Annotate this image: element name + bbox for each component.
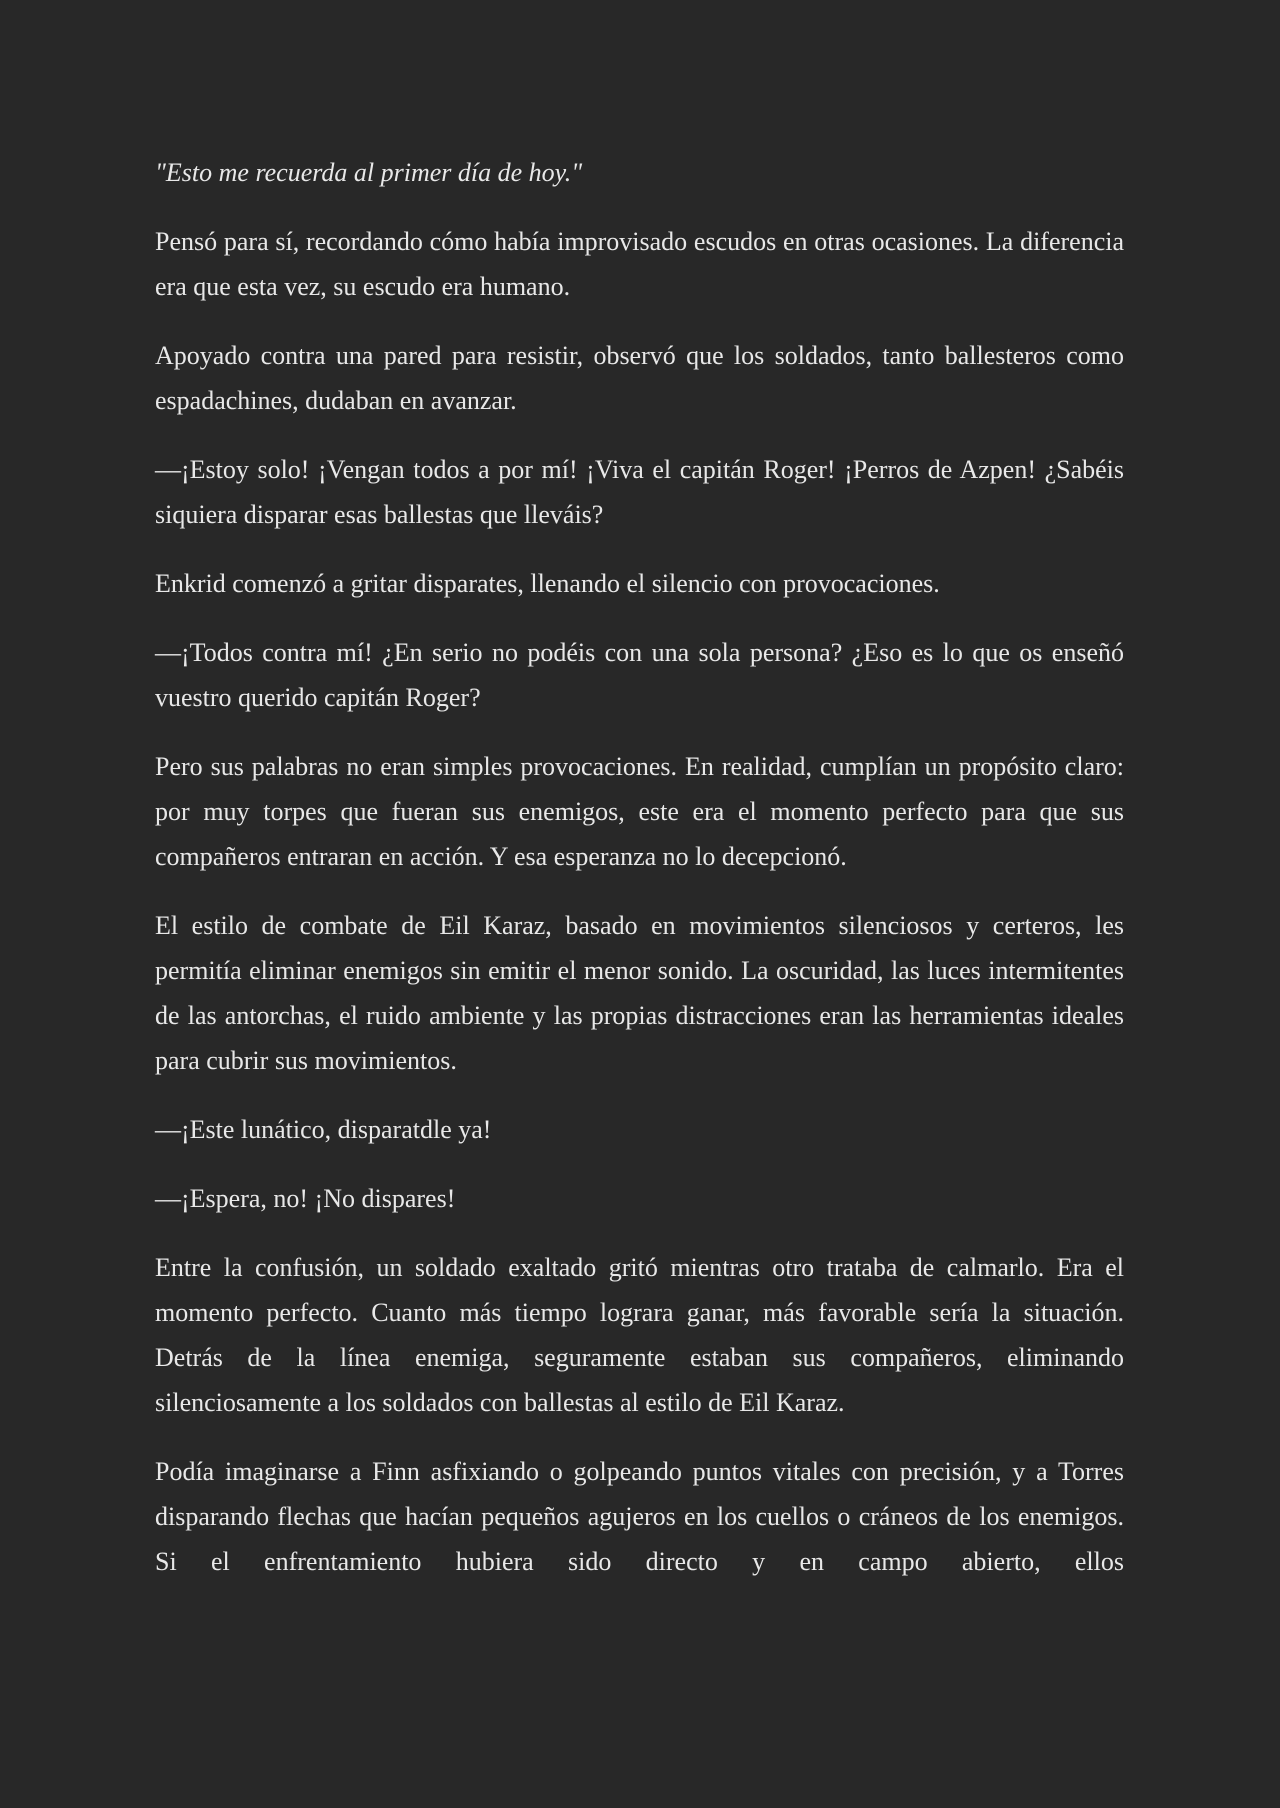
- paragraph: Pero sus palabras no eran simples provocaciones. En realidad, cumplían un propósito claro: por muy torpes que fueran sus enemigos, este era el momento perfecto para que sus compañeros entraran en acción. Y esa esperanza no lo decepcionó.: [155, 752, 1124, 871]
- paragraph-dialogue: —¡Espera, no! ¡No dispares!: [155, 1184, 456, 1213]
- paragraph: Enkrid comenzó a gritar disparates, llenando el silencio con provocaciones.: [155, 569, 940, 598]
- paragraph: Entre la confusión, un soldado exaltado gritó mientras otro trataba de calmarlo. Era el momento perfecto. Cuanto más tiempo lograra ganar, más favorable sería la situación. Detrás de la línea enemiga, seguramente estaban sus compañeros, eliminando silenciosamente a los soldados con ballestas al estilo de Eil Karaz.: [155, 1253, 1124, 1417]
- paragraph: Apoyado contra una pared para resistir, observó que los soldados, tanto ballesteros como espadachines, dudaban en avanzar.: [155, 341, 1124, 415]
- paragraph: El estilo de combate de Eil Karaz, basado en movimientos silenciosos y certeros, les permitía eliminar enemigos sin emitir el menor sonido. La oscuridad, las luces intermitentes de las antorchas, el ruido ambiente y las propias distracciones eran las herramientas ideales para cubrir sus movimientos.: [155, 911, 1124, 1075]
- paragraph: Pensó para sí, recordando cómo había improvisado escudos en otras ocasiones. La diferencia era que esta vez, su escudo era humano.: [155, 227, 1124, 301]
- paragraph: Podía imaginarse a Finn asfixiando o golpeando puntos vitales con precisión, y a Torres disparando flechas que hacían pequeños agujeros en los cuellos o cráneos de los enemigos. Si el enfrentamiento hubiera sido directo y en campo abierto, ellos: [155, 1457, 1124, 1576]
- paragraph-dialogue: —¡Este lunático, disparatdle ya!: [155, 1115, 492, 1144]
- paragraph-thought: "Esto me recuerda al primer día de hoy.": [155, 158, 583, 187]
- paragraph-dialogue: —¡Todos contra mí! ¿En serio no podéis con una sola persona? ¿Eso es lo que os enseñó vuestro querido capitán Roger?: [155, 638, 1124, 712]
- reading-page: [155, 150, 1124, 1584]
- paragraph-dialogue: —¡Estoy solo! ¡Vengan todos a por mí! ¡Viva el capitán Roger! ¡Perros de Azpen! ¿Sabéis siquiera disparar esas ballestas que lleváis?: [155, 455, 1124, 529]
